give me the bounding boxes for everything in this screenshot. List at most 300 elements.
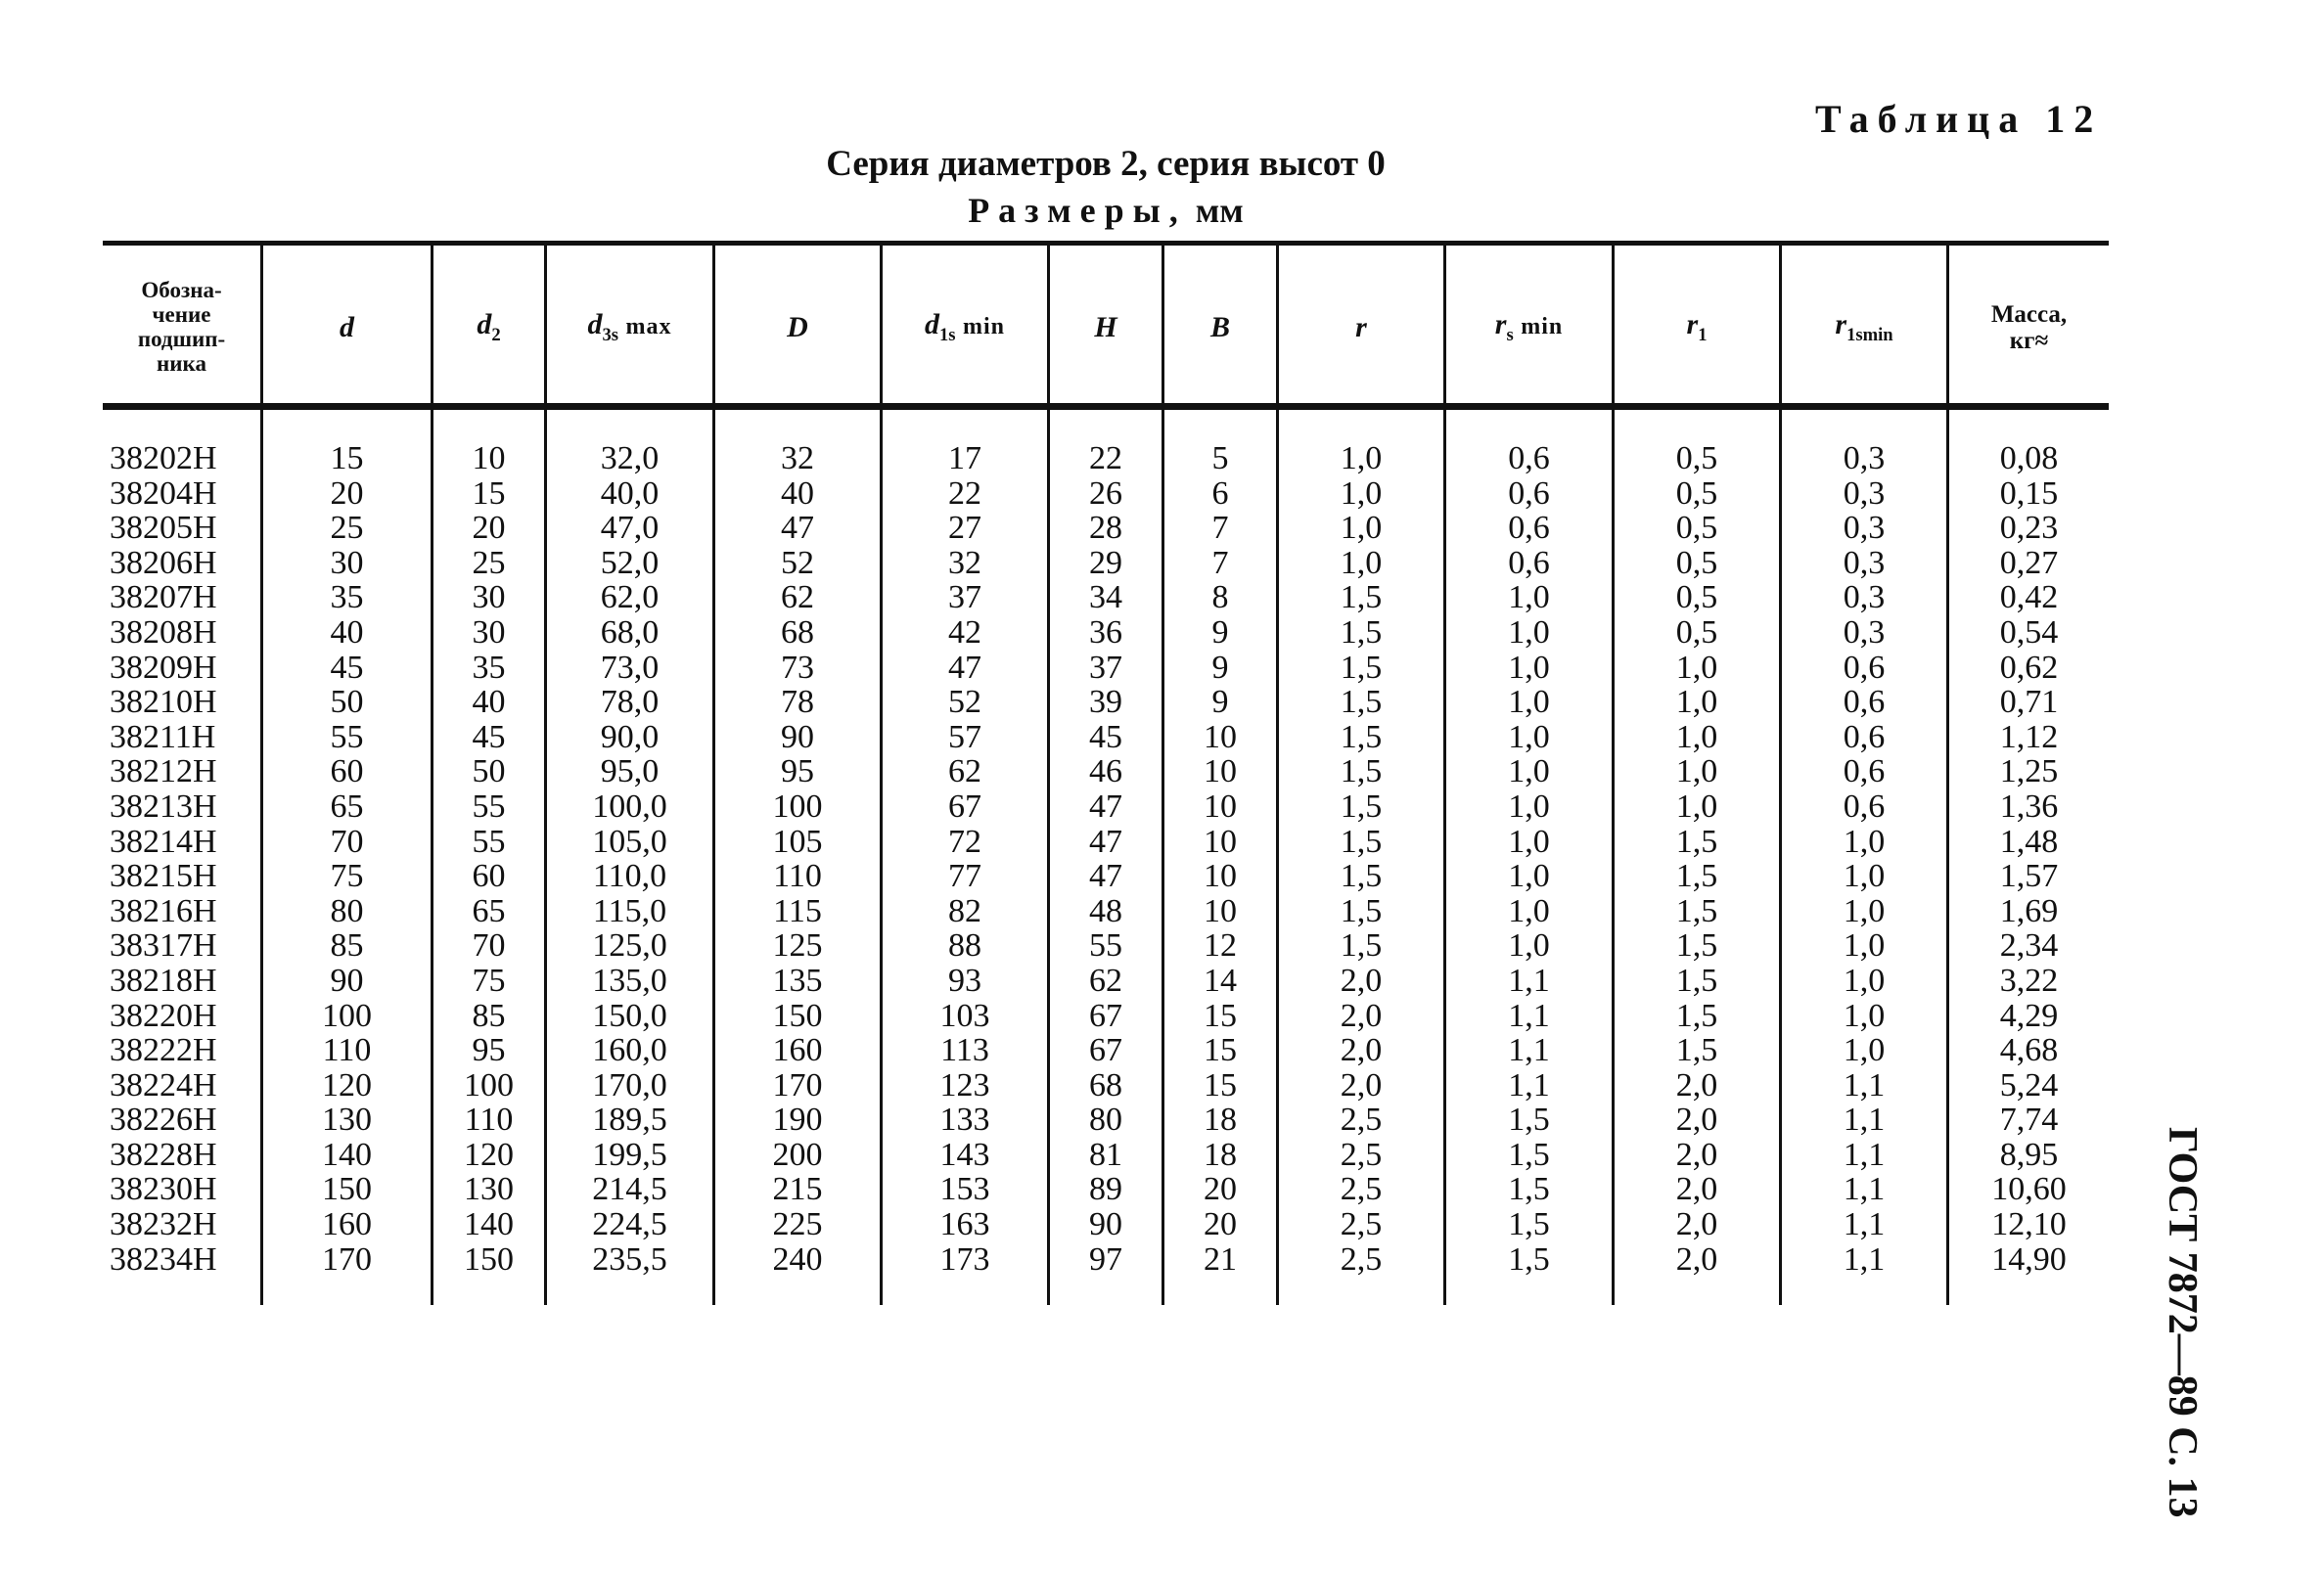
d2-value: 10 [472,440,506,476]
r1s-min-value: 1,0 [1843,858,1886,895]
header-rs-min [1446,249,1612,406]
H-value: 36 [1089,613,1122,651]
d2-value: 50 [472,753,506,790]
d1s-min-value: 52 [948,684,981,721]
bearing-designation: 38218Н [110,962,217,999]
d-value: 25 [330,510,364,547]
d-value: 65 [330,788,364,825]
r1-value: 2,0 [1675,1136,1718,1173]
d1s-min-value: 82 [948,892,981,929]
B-value: 10 [1204,892,1237,929]
mass-value: 1,36 [1999,788,2059,825]
d-value: 90 [330,962,364,999]
H-value: 90 [1089,1206,1122,1243]
header-d-symbol: d [340,310,354,343]
H-value: 89 [1089,1171,1122,1208]
d2-value: 85 [472,997,506,1034]
bearing-designation: 38208Н [110,613,217,651]
d3s-max-value: 62,0 [600,579,660,616]
B-value: 15 [1204,1066,1237,1103]
units-title [0,190,2211,231]
H-value: 26 [1089,474,1122,512]
table-row [0,1242,2324,1278]
mass-value: 1,25 [1999,753,2059,790]
header-H [1050,249,1162,406]
r-value: 1,5 [1340,718,1383,755]
d1s-min-value: 123 [939,1066,990,1103]
d1s-min-value: 62 [948,753,981,790]
header-B-symbol: B [1209,310,1230,343]
side-label-container [2149,1127,2208,1518]
r1s-min-value: 1,1 [1843,1171,1886,1208]
r1-value: 1,5 [1675,997,1718,1034]
mass-value: 3,22 [1999,962,2059,999]
H-value: 37 [1089,649,1122,686]
r1-value: 1,0 [1675,649,1718,686]
r-value: 1,5 [1340,788,1383,825]
header-D [715,249,880,406]
B-value: 5 [1211,440,1229,476]
D-value: 170 [772,1066,823,1103]
r1s-min-value: 0,3 [1843,544,1886,581]
table-row [0,789,2324,825]
mass-value: 2,34 [1999,927,2059,965]
r1s-min-value: 0,3 [1843,510,1886,547]
B-value: 9 [1211,684,1229,721]
H-value: 62 [1089,962,1122,999]
d2-value: 20 [472,510,506,547]
header-rs-subscript: s [1506,325,1514,346]
r1-value: 1,0 [1675,788,1718,825]
d3s-max-value: 40,0 [600,474,660,512]
r1-value: 2,0 [1675,1240,1718,1278]
rs-min-value: 0,6 [1508,510,1550,547]
d3s-max-value: 78,0 [600,684,660,721]
table-row [0,441,2324,476]
table-row [0,615,2324,651]
D-value: 190 [772,1102,823,1139]
d3s-max-value: 160,0 [592,1032,667,1069]
H-value: 39 [1089,684,1122,721]
d1s-min-value: 163 [939,1206,990,1243]
r1s-min-value: 1,0 [1843,927,1886,965]
d3s-max-value: 105,0 [592,823,667,860]
rs-min-value: 1,1 [1508,962,1550,999]
d-value: 70 [330,823,364,860]
d1s-min-value: 57 [948,718,981,755]
H-value: 47 [1089,788,1122,825]
D-value: 73 [781,649,814,686]
r1-value: 0,5 [1675,613,1718,651]
header-mass-line: кг≈ [2009,328,2049,354]
d1s-min-value: 113 [940,1032,989,1069]
H-value: 67 [1089,1032,1122,1069]
table-row [0,894,2324,929]
d2-value: 35 [472,649,506,686]
d1s-min-value: 67 [948,788,981,825]
r1s-min-value: 0,6 [1843,753,1886,790]
H-value: 47 [1089,823,1122,860]
r1-value: 1,0 [1675,718,1718,755]
d3s-max-value: 68,0 [600,613,660,651]
d2-value: 110 [464,1102,514,1139]
r-value: 2,5 [1340,1240,1383,1278]
r1s-min-value: 0,6 [1843,649,1886,686]
d2-value: 25 [472,544,506,581]
table-row [0,999,2324,1034]
r1s-min-value: 1,1 [1843,1136,1886,1173]
r1s-min-value: 0,3 [1843,613,1886,651]
header-r1s-min [1782,249,1946,406]
bearing-designation: 38228Н [110,1136,217,1173]
r1s-min-value: 1,1 [1843,1102,1886,1139]
H-value: 55 [1089,927,1122,965]
B-value: 10 [1204,858,1237,895]
header-r-symbol: r [1355,310,1367,343]
units-value: мм [1195,191,1244,230]
bearing-designation: 38202Н [110,440,217,476]
d-value: 20 [330,474,364,512]
header-designation-line: подшип- [137,327,226,351]
bearing-designation: 38216Н [110,892,217,929]
r-value: 1,5 [1340,649,1383,686]
d3s-max-value: 100,0 [592,788,667,825]
mass-value: 4,29 [1999,997,2059,1034]
d3s-max-value: 199,5 [592,1136,667,1173]
r1s-min-value: 1,0 [1843,1032,1886,1069]
r1-value: 1,5 [1675,927,1718,965]
header-rs-symbol: r [1494,308,1507,341]
r1-value: 1,5 [1675,892,1718,929]
mass-value: 0,23 [1999,510,2059,547]
r1-value: 0,5 [1675,510,1718,547]
bearing-designation: 38317Н [110,927,217,965]
table-number-label: Таблица 12 [1815,97,2103,141]
mass-value: 0,62 [1999,649,2059,686]
units-word: Размеры, [968,191,1187,230]
header-r1-subscript: 1 [1698,325,1708,346]
D-value: 90 [781,718,814,755]
d-value: 55 [330,718,364,755]
d1s-min-value: 27 [948,510,981,547]
B-value: 20 [1204,1171,1237,1208]
header-d2-symbol: d [477,308,492,341]
mass-value: 1,57 [1999,858,2059,895]
rs-min-value: 1,1 [1508,1032,1550,1069]
header-designation-line: чение [152,302,211,328]
rs-min-value: 1,5 [1508,1136,1550,1173]
d1s-min-value: 42 [948,613,981,651]
r1s-min-value: 0,6 [1843,684,1886,721]
r1-value: 1,0 [1675,753,1718,790]
bearing-designation: 38212Н [110,753,217,790]
rs-min-value: 1,1 [1508,997,1550,1034]
r1s-min-value: 0,6 [1843,788,1886,825]
d1s-min-value: 37 [948,579,981,616]
bearing-designation: 38206Н [110,544,217,581]
mass-value: 10,60 [1991,1171,2067,1208]
D-value: 100 [772,788,823,825]
header-designation [103,249,260,406]
rs-min-value: 1,5 [1508,1171,1550,1208]
header-d3s-subscript: 3s [602,325,619,346]
B-value: 10 [1204,788,1237,825]
r-value: 2,5 [1340,1171,1383,1208]
r1-value: 1,5 [1675,858,1718,895]
table-row [0,720,2324,755]
B-value: 18 [1204,1136,1237,1173]
d-value: 80 [330,892,364,929]
rs-min-value: 1,0 [1508,753,1550,790]
B-value: 18 [1204,1102,1237,1139]
header-d3s-symbol: d [587,308,603,341]
d-value: 75 [330,858,364,895]
d1s-min-value: 17 [948,440,981,476]
d2-value: 45 [472,718,506,755]
D-value: 125 [772,927,823,965]
series-title: Серия диаметров 2, серия высот 0 [826,144,1386,184]
mass-value: 12,10 [1991,1206,2067,1243]
d2-value: 75 [472,962,506,999]
B-value: 15 [1204,997,1237,1034]
d1s-min-value: 93 [948,962,981,999]
header-d3s-suffix: max [625,314,672,340]
H-value: 47 [1089,858,1122,895]
rs-min-value: 1,0 [1508,613,1550,651]
mass-value: 0,71 [1999,684,2059,721]
H-value: 46 [1089,753,1122,790]
header-designation-line: ника [157,350,206,376]
B-value: 12 [1204,927,1237,965]
D-value: 95 [781,753,814,790]
mass-value: 0,54 [1999,613,2059,651]
rs-min-value: 1,0 [1508,649,1550,686]
d3s-max-value: 224,5 [592,1206,667,1243]
header-r1s-symbol: r [1835,308,1847,341]
H-value: 45 [1089,718,1122,755]
d3s-max-value: 214,5 [592,1171,667,1208]
D-value: 52 [781,544,814,581]
B-value: 14 [1204,962,1237,999]
B-value: 10 [1204,823,1237,860]
d-value: 100 [322,997,372,1034]
d1s-min-value: 143 [939,1136,990,1173]
r1s-min-value: 0,6 [1843,718,1886,755]
mass-value: 0,27 [1999,544,2059,581]
table-row [0,546,2324,581]
header-d [263,249,431,406]
d3s-max-value: 170,0 [592,1066,667,1103]
B-value: 10 [1204,718,1237,755]
B-value: 7 [1211,544,1229,581]
H-value: 80 [1089,1102,1122,1139]
d2-value: 95 [472,1032,506,1069]
r1s-min-value: 1,0 [1843,823,1886,860]
D-value: 68 [781,613,814,651]
bearing-designation: 38214Н [110,823,217,860]
D-value: 160 [772,1032,823,1069]
rs-min-value: 1,5 [1508,1102,1550,1139]
r-value: 1,5 [1340,613,1383,651]
rs-min-value: 1,0 [1508,684,1550,721]
bearing-designation: 38226Н [110,1102,217,1139]
D-value: 110 [773,858,822,895]
header-d3s-max [547,249,712,406]
D-value: 135 [772,962,823,999]
header-d2-subscript: 2 [491,325,501,346]
B-value: 9 [1211,649,1229,686]
D-value: 225 [772,1206,823,1243]
mass-value: 14,90 [1991,1240,2067,1278]
rs-min-value: 1,5 [1508,1206,1550,1243]
B-value: 9 [1211,613,1229,651]
r1s-min-value: 1,1 [1843,1206,1886,1243]
r1-value: 2,0 [1675,1066,1718,1103]
r-value: 2,5 [1340,1102,1383,1139]
table-row [0,1103,2324,1138]
B-value: 7 [1211,510,1229,547]
d2-value: 130 [464,1171,514,1208]
bearing-designation: 38211Н [110,718,216,755]
bearing-designation: 38220Н [110,997,217,1034]
d1s-min-value: 153 [939,1171,990,1208]
r1s-min-value: 0,3 [1843,579,1886,616]
H-value: 34 [1089,579,1122,616]
d3s-max-value: 115,0 [592,892,667,929]
d-value: 45 [330,649,364,686]
bearing-designation: 38234Н [110,1240,217,1278]
d1s-min-value: 103 [939,997,990,1034]
header-mass-line: Масса, [1990,301,2068,328]
rs-min-value: 0,6 [1508,440,1550,476]
d2-value: 140 [464,1206,514,1243]
rs-min-value: 1,0 [1508,718,1550,755]
bearing-designation: 38204Н [110,474,217,512]
d-value: 110 [322,1032,372,1069]
r-value: 1,0 [1340,510,1383,547]
r-value: 2,0 [1340,962,1383,999]
d1s-min-value: 72 [948,823,981,860]
d1s-min-value: 22 [948,474,981,512]
mass-value: 1,48 [1999,823,2059,860]
table-row [0,754,2324,789]
d-value: 140 [322,1136,372,1173]
rs-min-value: 1,0 [1508,927,1550,965]
mass-value: 1,69 [1999,892,2059,929]
r-value: 1,0 [1340,440,1383,476]
H-value: 48 [1089,892,1122,929]
d-value: 15 [330,440,364,476]
d1s-min-value: 77 [948,858,981,895]
r-value: 2,0 [1340,1032,1383,1069]
D-value: 215 [772,1171,823,1208]
d3s-max-value: 150,0 [592,997,667,1034]
table-row [0,651,2324,686]
d-value: 85 [330,927,364,965]
r1s-min-value: 1,1 [1843,1066,1886,1103]
D-value: 115 [773,892,822,929]
header-D-symbol: D [787,310,808,343]
d-value: 40 [330,613,364,651]
header-d2 [433,249,544,406]
B-value: 15 [1204,1032,1237,1069]
H-value: 29 [1089,544,1122,581]
d1s-min-value: 32 [948,544,981,581]
d3s-max-value: 90,0 [600,718,660,755]
r1-value: 2,0 [1675,1102,1718,1139]
table-row [0,511,2324,546]
D-value: 62 [781,579,814,616]
r1s-min-value: 0,3 [1843,440,1886,476]
r-value: 2,0 [1340,1066,1383,1103]
header-H-symbol: H [1094,310,1117,343]
d3s-max-value: 125,0 [592,927,667,965]
mass-value: 7,74 [1999,1102,2059,1139]
d1s-min-value: 47 [948,649,981,686]
B-value: 21 [1204,1240,1237,1278]
rs-min-value: 1,0 [1508,858,1550,895]
table-row [0,1033,2324,1068]
H-value: 81 [1089,1136,1122,1173]
r1-value: 1,0 [1675,684,1718,721]
rs-min-value: 1,1 [1508,1066,1550,1103]
D-value: 150 [772,997,823,1034]
table-row [0,476,2324,512]
d-value: 120 [322,1066,372,1103]
header-r1s-subscript: 1smin [1846,325,1893,346]
r1-value: 0,5 [1675,579,1718,616]
r1s-min-value: 1,0 [1843,892,1886,929]
d2-value: 60 [472,858,506,895]
r1-value: 1,5 [1675,962,1718,999]
table-row [0,825,2324,860]
mass-value: 0,15 [1999,474,2059,512]
r1-value: 1,5 [1675,1032,1718,1069]
table-row [0,964,2324,999]
d3s-max-value: 73,0 [600,649,660,686]
r-value: 1,5 [1340,927,1383,965]
d1s-min-value: 133 [939,1102,990,1139]
H-value: 97 [1089,1240,1122,1278]
header-B [1164,249,1276,406]
table-row [0,1068,2324,1103]
r1-value: 0,5 [1675,440,1718,476]
table-row [0,1138,2324,1173]
D-value: 200 [772,1136,823,1173]
d3s-max-value: 235,5 [592,1240,667,1278]
table-row [0,685,2324,720]
H-value: 68 [1089,1066,1122,1103]
D-value: 47 [781,510,814,547]
mass-value: 5,24 [1999,1066,2059,1103]
d2-value: 55 [472,823,506,860]
rs-min-value: 1,0 [1508,579,1550,616]
d-value: 160 [322,1206,372,1243]
table-row [0,928,2324,964]
header-top-rule [103,241,2109,246]
mass-value: 4,68 [1999,1032,2059,1069]
d2-value: 30 [472,613,506,651]
d-value: 60 [330,753,364,790]
r1s-min-value: 1,0 [1843,997,1886,1034]
d2-value: 65 [472,892,506,929]
d3s-max-value: 189,5 [592,1102,667,1139]
r1-value: 0,5 [1675,474,1718,512]
d3s-max-value: 47,0 [600,510,660,547]
d2-value: 30 [472,579,506,616]
d3s-max-value: 95,0 [600,753,660,790]
B-value: 6 [1211,474,1229,512]
